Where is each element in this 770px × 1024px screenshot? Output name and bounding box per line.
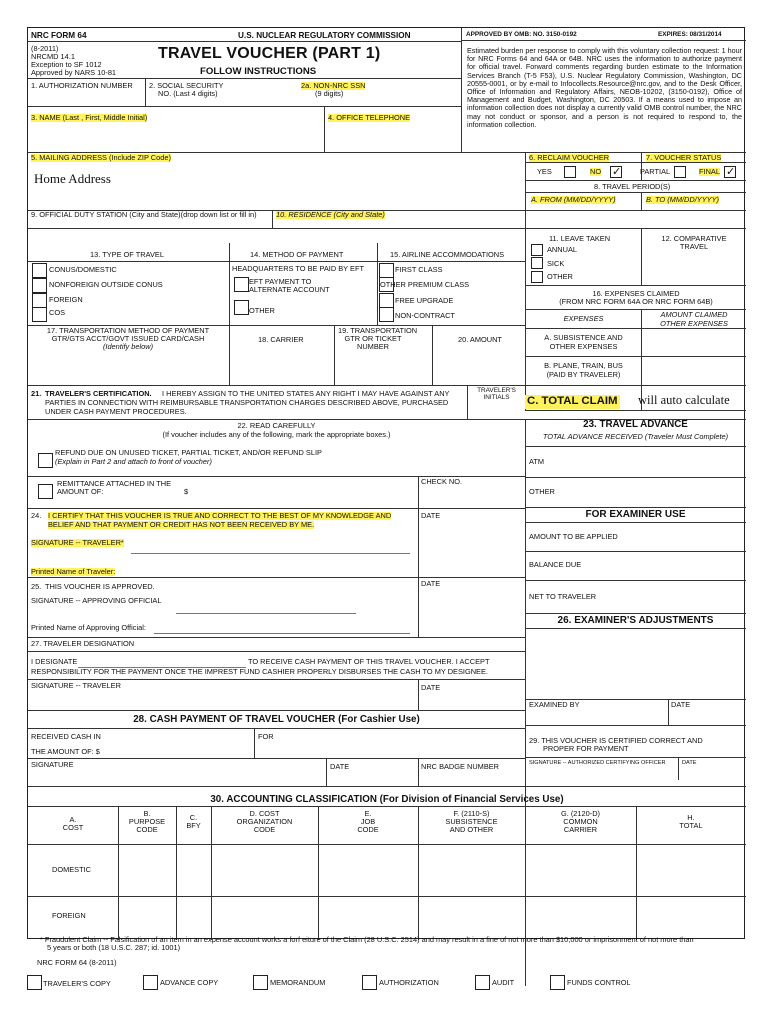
form-title: TRAVEL VOUCHER (PART 1) [158,45,381,62]
refund-label: REFUND DUE ON UNUSED TICKET, PARTIAL TICKET, AND/OR REFUND SLIP [55,448,322,457]
agency-name: U.S. NUCLEAR REGULATORY COMMISSION [238,31,411,40]
copy-authorization-label: AUTHORIZATION [379,978,439,987]
travel-advance-label: 23. TRAVEL ADVANCE [583,419,688,430]
travel-advance-sublabel: TOTAL ADVANCE RECEIVED (Traveler Must Complete) [542,432,729,441]
examined-by-label: EXAMINED BY [529,700,580,709]
status-partial-label: PARTIAL [640,167,671,176]
non-nrc-ssn-label: 2a. NON-NRC SSN [301,81,366,90]
advance-atm-label: ATM [529,457,545,466]
leave-sick-label: SICK [547,259,565,268]
cashier-signature-label[interactable]: SIGNATURE [31,760,74,769]
read-carefully-label: 22. READ CAREFULLY [237,421,316,430]
accounting-domestic-label: DOMESTIC [52,865,92,874]
cert25-number: 25. [31,582,42,591]
cashier-amount-label: THE AMOUNT OF: $ [31,747,100,756]
name-label: 3. NAME (Last , First, Middle Initial) [31,113,148,122]
mailing-address-label: 5. MAILING ADDRESS (Include ZIP Code) [31,153,171,162]
airline-accommodations-label: 15. AIRLINE ACCOMMODATIONS [390,250,505,259]
received-cash-label: RECEIVED CASH IN [31,732,101,741]
leave-annual-label: ANNUAL [547,245,577,254]
advance-other-label: OTHER [529,487,555,496]
certifying-date-label: DATE [682,760,697,766]
accounting-col-c: C. BFY [186,813,201,830]
copy-funds-control-checkbox[interactable] [550,975,565,990]
non-nrc-ssn-sublabel: (9 digits) [315,89,344,98]
cert21-number: 21. [31,389,42,398]
accounting-section-title: 30. ACCOUNTING CLASSIFICATION (For Division of Financial Services Use) [210,794,564,805]
fraud-warning-1: * Fraudulent Claim -- Falsification of an item in an expense account works a forf eiture of the Claim (28 U.S.C. 2514) and may result in a fine of not more than $10,000 or imprisonment of not more than [40,935,694,944]
expenses-claimed-label: 16. EXPENSES CLAIMED [592,289,680,298]
form-number: NRC FORM 64 [31,31,87,40]
remittance-amount-label: AMOUNT OF: [57,487,104,496]
payment-other-checkbox[interactable] [234,300,249,315]
status-partial-checkbox[interactable] [674,166,686,178]
type-of-travel-label: 13. TYPE OF TRAVEL [90,250,164,259]
subsistence-sublabel: OTHER EXPENSES [549,342,618,351]
carrier-label: 18. CARRIER [258,335,304,344]
travel-conus-checkbox[interactable] [32,263,47,278]
nrcmd-ref: NRCMD 14.1 [31,52,75,61]
cert24-number: 24. [31,511,42,520]
comparative-sublabel: TRAVEL [679,242,709,251]
cashier-date-label: DATE [330,762,350,771]
copy-memorandum-checkbox[interactable] [253,975,268,990]
travel-voucher-form [27,27,745,939]
traveler-initials-label: TRAVELER'S [477,387,516,394]
accounting-col-e: E. JOB CODE [357,809,379,834]
reclaim-voucher-label: 6. RECLAIM VOUCHER [529,153,610,162]
cert21-text-2: PARTIES IN CONNECTION WITH REIMBURSABLE TRANSPORTATION CHARGES DESCRIBED ABOVE, PURCHASED [45,398,449,407]
office-telephone-label: 4. OFFICE TELEPHONE [328,113,411,122]
accounting-col-h: H. TOTAL [679,813,703,830]
traveler-designation-label: 27. TRAVELER DESIGNATION [31,639,135,648]
accounting-col-a: A. COST [62,815,84,832]
first-class-checkbox[interactable] [379,263,394,278]
leave-other-label: OTHER [547,272,573,281]
transport-method-note: (Identify below) [102,342,154,351]
accounting-col-b: B. PURPOSE CODE [128,809,166,834]
travel-cos-checkbox[interactable] [32,307,47,322]
cert24-date-label: DATE [421,511,441,520]
form-subtitle: FOLLOW INSTRUCTIONS [200,66,317,77]
eft-alternate-checkbox[interactable] [234,277,249,292]
amount-applied-label: AMOUNT TO BE APPLIED [529,532,618,541]
designation-date-label: DATE [421,683,441,692]
copy-audit-label: AUDIT [492,978,515,987]
ssn-label: 2. SOCIAL SECURITY [149,81,224,90]
form-edition-footer: NRC FORM 64 (8-2011) [37,958,117,967]
omb-number: APPROVED BY OMB: NO. 3150-0192 [466,31,577,38]
sf-exception: Exception to SF 1012 [31,60,102,69]
leave-other-checkbox[interactable] [531,271,543,283]
eft-payment-label: EFT PAYMENT TO [249,277,312,286]
cashier-section-title: 28. CASH PAYMENT OF TRAVEL VOUCHER (For Cashier Use) [133,714,420,725]
accounting-col-f: F. (2110-S) SUBSISTENCE AND OTHER [445,809,498,834]
travel-nonforeign-label: NONFOREIGN OUTSIDE CONUS [49,280,163,289]
copy-funds-control-label: FUNDS CONTROL [567,978,631,987]
remittance-checkbox[interactable] [38,484,53,499]
accounting-foreign-label: FOREIGN [52,911,86,920]
designate-text: TO RECEIVE CASH PAYMENT OF THIS TRAVEL VOUCHER. I ACCEPT [248,657,490,666]
designate-label: I DESIGNATE [31,657,78,666]
burden-statement: Estimated burden per response to comply with this voluntary collection request: 1 hour for NRC Forms 64 and 64A or 64B. NRC uses the information to authorize payment for official travel. Forward comments regarding burden estimate to the Information Services Branch (T-5 F53), U.S. Nuclear Regulatory Commission, Washington, DC 20555-0001, or by e-mail to Infocollects.Resource@nrc.gov, and to the Desk Officer, Office of Information and Regulatory Affairs, NEOB-10202, (3150-0192), Office of Management and Budget, Washington, DC 20503. If a means used to impose an information collection does not display a currently valid OMB control number, the NRC may not conduct or sponsor, and a person is not required to respond to, the information collection. [467,46,742,129]
fraud-warning-2: 5 years or both (18 U.S.C. 287; id. 1001) [47,943,181,952]
travel-nonforeign-checkbox[interactable] [32,278,47,293]
travel-cos-label: COS [49,308,66,317]
cert21-text-3: UNDER CASH PAYMENT PROCEDURES. [45,407,187,416]
remittance-dollar-sign: $ [184,487,189,496]
leave-annual-checkbox[interactable] [531,244,543,256]
check-number-label: CHECK NO. [421,477,463,486]
designation-signature-label[interactable]: SIGNATURE -- TRAVELER [31,681,121,690]
cashier-for-label: FOR [258,732,274,741]
travel-from-label: A. FROM (MM/DD/YYYY) [531,195,616,204]
expenses-column-label: EXPENSES [563,314,604,323]
remittance-label: REMITTANCE ATTACHED IN THE [57,479,172,488]
comparative-label: 12. COMPARATIVE [661,234,727,243]
leave-sick-checkbox[interactable] [531,257,543,269]
reclaim-no-label: NO [590,167,602,176]
nars-approval: Approved by NARS 10-81 [31,68,117,77]
eft-alternate-label: ALTERNATE ACCOUNT [249,285,330,294]
form-edition: (8-2011) [31,44,59,53]
transport-ticket-sublabel: GTR OR TICKET [344,334,402,343]
copy-travelers-label: TRAVELER'S COPY [43,979,111,988]
copy-travelers-checkbox[interactable] [27,975,42,990]
amount-label: 20. AMOUNT [458,335,502,344]
travel-periods-label: 8. TRAVEL PERIOD(S) [594,182,671,191]
amount-claimed-label: AMOUNT CLAIMED [660,310,728,319]
residence-label: 10. RESIDENCE (City and State) [276,210,385,219]
reclaim-no-checkmark: ✓ [612,165,622,178]
travel-to-label: B. TO (MM/DD/YYYY) [646,195,719,204]
transport-method-sublabel: GTR/GTS ACCT/GOVT ISSUED CARD/CASH [51,334,205,343]
examiner-adjustments-label: 26. EXAMINER'S ADJUSTMENTS [557,615,714,626]
certified-correct-sublabel: PROPER FOR PAYMENT [543,744,629,753]
examined-date-label: DATE [671,700,691,709]
printed-traveler-label[interactable]: Printed Name of Traveler: [31,567,116,576]
total-claim-auto-calc: will auto calculate [638,393,730,407]
cert24-text-a: I CERTIFY THAT THIS VOUCHER IS TRUE AND CORRECT TO THE BEST OF MY KNOWLEDGE AND [48,511,392,520]
method-of-payment-label: 14. METHOD OF PAYMENT [250,250,344,259]
plane-train-bus-label: B. PLANE, TRAIN, BUS [544,361,623,370]
leave-taken-label: 11. LEAVE TAKEN [549,234,611,243]
examiner-use-label: FOR EXAMINER USE [585,509,686,520]
ssn-sublabel: NO. (Last 4 digits) [158,89,218,98]
refund-checkbox[interactable] [38,453,53,468]
accounting-col-g: G. (2120-D) COMMON CARRIER [560,809,601,834]
authorization-number-label: 1. AUTHORIZATION NUMBER [31,81,133,90]
free-upgrade-label: FREE UPGRADE [395,296,454,305]
transport-method-label: 17. TRANSPORTATION METHOD OF PAYMENT [46,326,210,335]
expenses-claimed-sublabel: (FROM NRC FORM 64A OR NRC FORM 64B) [559,297,713,306]
accounting-col-d: D. COST ORGANIZATION CODE [236,809,293,834]
read-carefully-note: (If voucher includes any of the following, mark the appropriate boxes.) [162,430,391,439]
copy-advance-checkbox[interactable] [143,975,158,990]
traveler-signature-label[interactable]: SIGNATURE -- TRAVELER* [31,538,124,547]
mailing-address-value[interactable]: Home Address [34,171,111,186]
cert24-text-b: BELIEF AND THAT PAYMENT OR CREDIT HAS NOT BEEN RECEIVED BY ME. [48,520,315,529]
travel-foreign-label: FOREIGN [49,295,83,304]
voucher-approved-label: THIS VOUCHER IS APPROVED. [45,582,155,591]
travel-foreign-checkbox[interactable] [32,293,47,308]
badge-number-label: NRC BADGE NUMBER [421,762,500,771]
cert21-heading: TRAVELER'S CERTIFICATION. [45,389,152,398]
payment-other-label: OTHER [249,306,275,315]
non-contract-checkbox[interactable] [379,307,394,322]
transport-ticket-label: 19. TRANSPORTATION [338,326,418,335]
status-final-checkmark: ✓ [726,165,736,178]
reclaim-yes-checkbox[interactable] [564,166,576,178]
certified-correct-label: 29. THIS VOUCHER IS CERTIFIED CORRECT AND [529,736,703,745]
net-to-traveler-label: NET TO TRAVELER [529,592,597,601]
subsistence-label: A. SUBSISTENCE AND [544,333,623,342]
plane-train-bus-sublabel: (PAID BY TRAVELER) [546,370,621,379]
refund-note: (Explain in Part 2 and attach to front of voucher) [55,457,212,466]
reclaim-yes-label: YES [537,167,552,176]
total-claim-label: C. TOTAL CLAIM [527,395,618,407]
traveler-initials-sublabel: INITIALS [483,394,510,401]
hq-paid-eft-label: HEADQUARTERS TO BE PAID BY EFT [232,264,364,273]
other-expenses-column-label: OTHER EXPENSES [660,319,728,328]
cert21-text-1: I HEREBY ASSIGN TO THE UNITED STATES ANY RIGHT I MAY HAVE AGAINST ANY [162,389,450,398]
free-upgrade-checkbox[interactable] [379,293,394,308]
certifying-officer-signature-label[interactable]: SIGNATURE -- AUTHORIZED CERTIFYING OFFICER [529,760,666,766]
copy-audit-checkbox[interactable] [475,975,490,990]
other-premium-label: OTHER PREMIUM CLASS [380,280,470,289]
copy-authorization-checkbox[interactable] [362,975,377,990]
transport-ticket-number-label: NUMBER [356,342,390,351]
travel-conus-label: CONUS/DOMESTIC [49,265,117,274]
approval-date-label: DATE [421,579,441,588]
printed-approving-label[interactable]: Printed Name of Approving Official: [31,623,146,632]
non-contract-label: NON-CONTRACT [395,311,455,320]
copy-memorandum-label: MEMORANDUM [270,978,326,987]
approving-signature-label[interactable]: SIGNATURE -- APPROVING OFFICIAL [31,596,162,605]
duty-station-label: 9. OFFICIAL DUTY STATION (City and State)(drop down list or fill in) [31,210,257,219]
voucher-status-label: 7. VOUCHER STATUS [646,153,722,162]
designate-responsibility: RESPONSIBILITY FOR THE PAYMENT ONCE THE IMPREST FUND CASHIER PROPERLY DISBURSES THE CASH TO MY DESIGNEE. [31,667,488,676]
copy-advance-label: ADVANCE COPY [160,978,219,987]
first-class-label: FIRST CLASS [395,265,443,274]
expiration-date: EXPIRES: 08/31/2014 [658,31,722,38]
balance-due-label: BALANCE DUE [529,560,582,569]
status-final-label: FINAL [699,167,720,176]
